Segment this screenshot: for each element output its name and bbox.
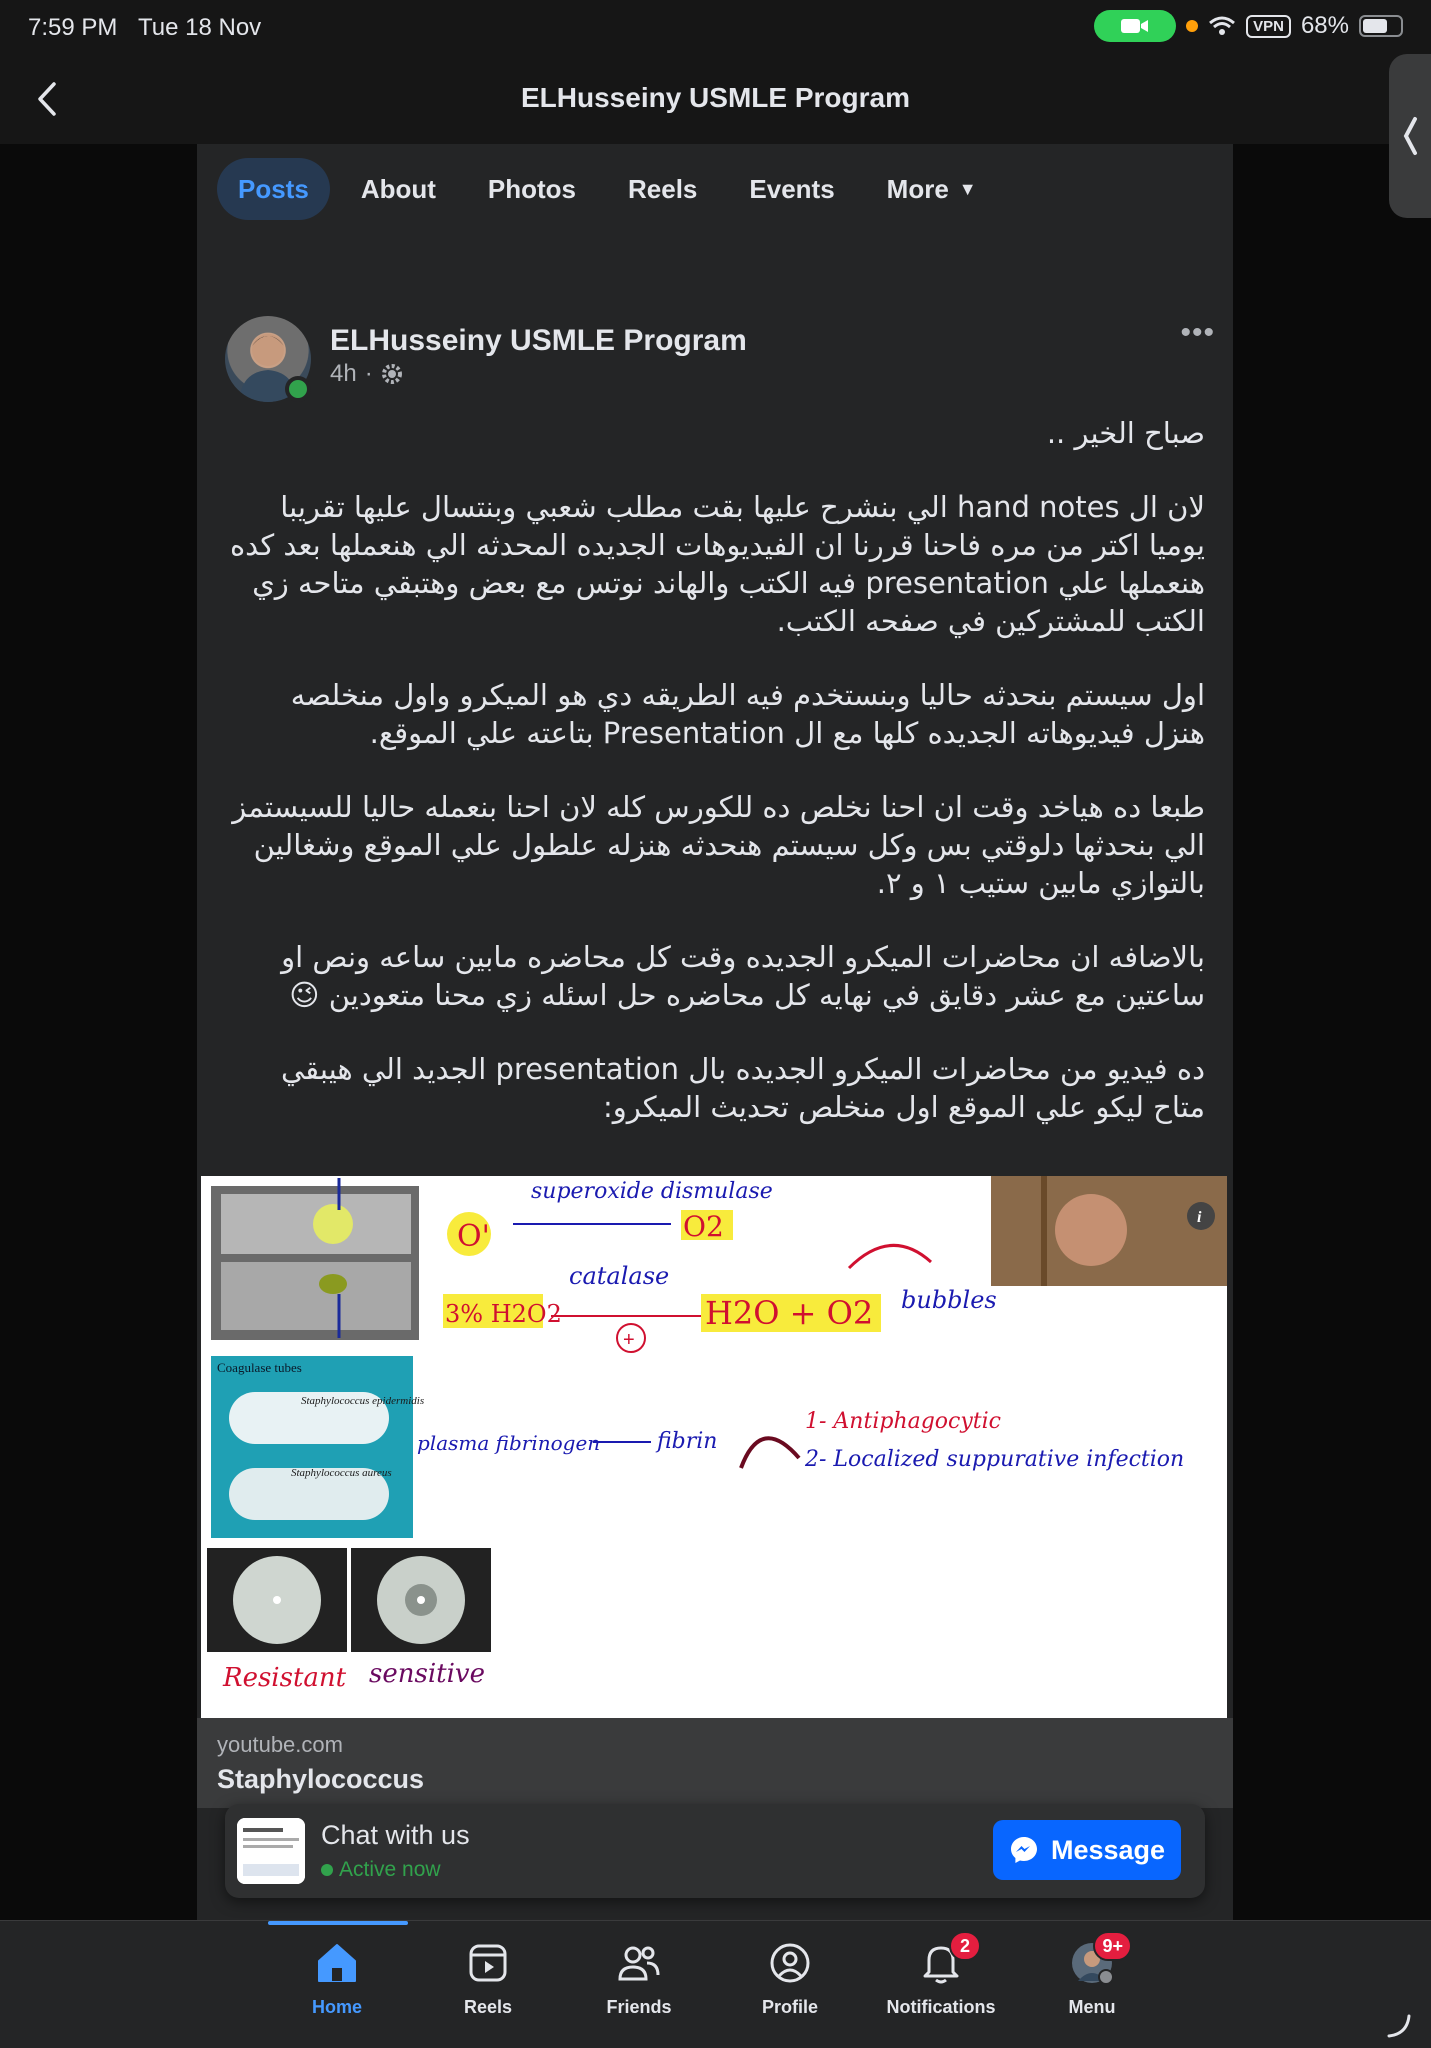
post-paragraph: لان ال hand notes الي بنشرح عليها بقت مطلب شعبي وبنتسال عليها تقريبا يوميا اكتر من مره فاحنا قررنا ان الفيديوهات الجديده المحدثه الي هنعملها بعد كده هنعملها علي presentation فيه الكتب والهاند نوتس مع بعض وهتبقي متاحه زي الكتب للمشتركين في صفحه الكتب. — [229, 490, 1205, 638]
post-meta — [330, 360, 403, 388]
side-gutter-right — [1233, 144, 1431, 1920]
chat-card[interactable] — [225, 1804, 1205, 1898]
mic-indicator-icon — [1186, 20, 1198, 32]
tab-reels[interactable]: Reels — [628, 173, 698, 204]
video-thumbnail[interactable] — [201, 1176, 1227, 1718]
page-content[interactable] — [197, 144, 1233, 1920]
status-date: Tue 18 Nov — [138, 14, 262, 41]
online-status-dot — [285, 376, 311, 402]
menu-avatar-icon — [1068, 1935, 1123, 1987]
post-paragraph: بالاضافه ان محاضرات الميكرو الجديده وقت كل محاضره مابين ساعه ونص او ساعتين مع عشر دقايق في نهايه كل محاضره حل اسئله زي محنا متعودين 😉 — [281, 940, 1205, 1012]
chat-thumbnail — [237, 1818, 305, 1884]
tab-posts[interactable]: Posts — [217, 158, 330, 220]
active-tab-indicator — [268, 1921, 408, 1925]
message-button[interactable] — [993, 1820, 1181, 1880]
post-options-button[interactable]: ••• — [1180, 316, 1215, 349]
messenger-icon — [1009, 1835, 1039, 1865]
nav-friends[interactable] — [564, 1933, 714, 2033]
chat-status-text: Active now — [339, 1858, 441, 1881]
reels-icon — [464, 1939, 512, 1987]
home-icon — [313, 1939, 361, 1987]
chat-title: Chat with us — [321, 1820, 470, 1850]
battery-percent: 68% — [1300, 12, 1349, 39]
hw-plasma: plasma fibrinogen — [417, 1431, 601, 1455]
status-bar — [0, 0, 1431, 54]
nav-menu[interactable] — [1017, 1933, 1167, 2033]
post-body — [225, 414, 1205, 1162]
hw-localized: 2- Localized suppurative infection — [805, 1447, 1185, 1472]
tab-more[interactable] — [866, 158, 998, 220]
tube-top-label: Staphylococcus epidermidis — [301, 1395, 425, 1407]
post-time[interactable]: 4h — [330, 360, 357, 387]
hw-products: H2O + O2 — [705, 1294, 874, 1332]
lecture-slide-image — [201, 1176, 1227, 1718]
status-time: 7:59 PM — [28, 14, 118, 41]
nav-home[interactable] — [262, 1933, 412, 2033]
hw-sensitive: sensitive — [369, 1659, 485, 1689]
post-paragraph: اول سيستم بنحدثه حاليا وبنستخدم فيه الطريقه دي هو الميكرو واول منخلصه هنزل فيديوهاته الجديده كلها مع ال Presentation بتاعته علي الموقع. — [290, 678, 1205, 750]
profile-icon — [766, 1939, 814, 1987]
post-author-name[interactable]: ELHusseiny USMLE Program — [330, 324, 747, 357]
wifi-icon — [1208, 15, 1236, 37]
hw-h2o2: 3% H2O2 — [445, 1300, 562, 1328]
hw-catalase: catalase — [569, 1262, 670, 1290]
post-paragraph: طبعا ده هياخد وقت ان احنا نخلص ده للكورس كله لان احنا بنعمله حاليا للسيستمز الي بنحدثها دلوقتي بس وكل سيستم هنحدثه هنزله علطول علي الموقع وشغالين بالتوازي مابين ستيب ١ و ٢. — [232, 790, 1205, 900]
battery-icon — [1359, 15, 1403, 37]
page-title: ELHusseiny USMLE Program — [521, 82, 910, 113]
notifications-badge: 2 — [949, 1931, 981, 1961]
top-header — [0, 54, 1431, 144]
hw-bubbles: bubbles — [901, 1286, 997, 1314]
side-panel-handle[interactable] — [1389, 54, 1431, 218]
message-button-label: Message — [1050, 1834, 1166, 1865]
post-paragraph: ده فيديو من محاضرات الميكرو الجديده بال presentation الجديد الي هيبقي متاح ليكو علي الموقع اول منخلص تحديث الميكرو: — [281, 1052, 1205, 1124]
svg-text:+: + — [623, 1329, 635, 1351]
nav-reels-label: Reels — [463, 1997, 513, 2017]
corner-gesture-icon — [1387, 2012, 1413, 2038]
nav-friends-label: Friends — [606, 1997, 672, 2017]
post-header — [225, 316, 1215, 406]
nav-menu-label: Menu — [1068, 1997, 1116, 2017]
post-paragraph: صباح الخير .. — [1046, 416, 1205, 450]
tab-photos[interactable]: Photos — [487, 173, 577, 204]
tube-bottom-label: Staphylococcus aureus — [291, 1467, 392, 1479]
nav-profile-label: Profile — [761, 1997, 818, 2017]
nav-notifications-label: Notifications — [886, 1997, 996, 2017]
tab-more-label: More — [886, 173, 949, 204]
hw-o-radical: O' — [457, 1219, 490, 1254]
chevron-left-icon — [1402, 115, 1418, 157]
link-domain: youtube.com — [217, 1732, 343, 1757]
bell-icon — [917, 1935, 970, 1987]
svg-text:i: i — [1197, 1209, 1202, 1226]
menu-badge: 9+ — [1093, 1931, 1132, 1961]
hw-antiphagocytic: 1- Antiphagocytic — [805, 1409, 1002, 1434]
side-gutter-left — [0, 144, 197, 1920]
tab-events[interactable]: Events — [749, 173, 835, 204]
coagulase-label: Coagulase tubes — [217, 1360, 302, 1375]
hw-o2: O2 — [683, 1210, 724, 1243]
gear-icon — [381, 363, 403, 385]
link-preview-caption[interactable] — [197, 1718, 1233, 1808]
chat-status — [321, 1858, 441, 1882]
vpn-badge: VPN — [1246, 15, 1291, 38]
caret-down-icon: ▼ — [958, 178, 977, 199]
friends-icon — [615, 1939, 663, 1987]
hw-superoxide: superoxide dismulase — [531, 1179, 773, 1204]
status-right — [1094, 10, 1403, 42]
hw-resistant: Resistant — [223, 1663, 347, 1693]
nav-home-label: Home — [311, 1997, 362, 2017]
link-title: Staphylococcus — [217, 1764, 425, 1794]
nav-notifications[interactable] — [866, 1933, 1016, 2033]
profile-tabs — [217, 158, 998, 220]
tab-about[interactable]: About — [360, 173, 436, 204]
meta-separator: · — [364, 360, 373, 387]
hw-fibrin: fibrin — [657, 1429, 718, 1454]
battery-fill — [1363, 19, 1387, 33]
camera-in-use-icon — [1094, 10, 1176, 42]
active-status-dot — [321, 1864, 333, 1876]
nav-profile[interactable] — [715, 1933, 865, 2033]
nav-reels[interactable] — [413, 1933, 563, 2033]
bottom-navigation — [0, 1920, 1431, 2048]
